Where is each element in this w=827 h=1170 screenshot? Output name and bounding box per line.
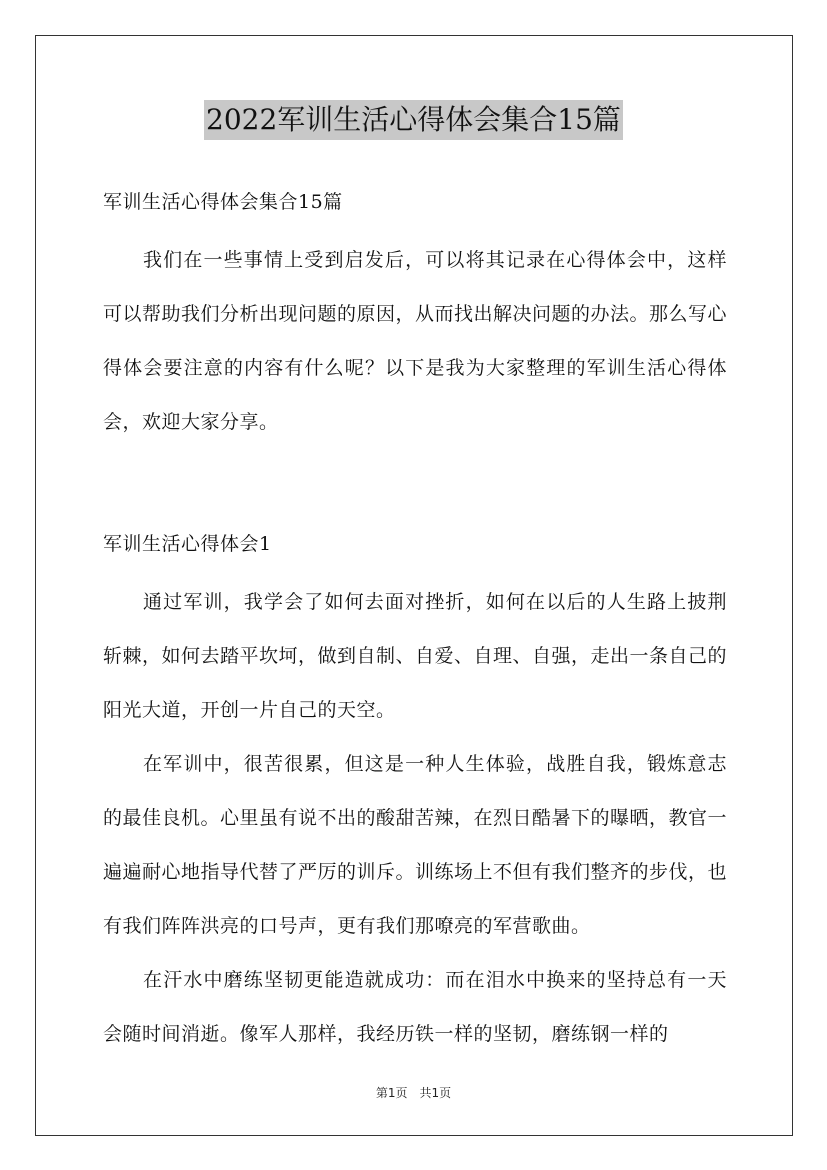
intro-paragraph: 我们在一些事情上受到启发后，可以将其记录在心得体会中，这样可以帮助我们分析出现问题的原因，从而找出解决问题的办法。那么写心得体会要注意的内容有什么呢？以下是我为大家整理的军训生活心得体会，欢迎大家分享。 (103, 249, 728, 433)
section-spacer (103, 449, 727, 517)
page-number-footer: 第1页 共1页 (375, 1086, 452, 1100)
title-container (0, 100, 827, 140)
section-heading: 军训生活心得体会1 (103, 533, 272, 555)
document-title: 2022军训生活心得体会集合15篇 (204, 100, 623, 140)
document-subtitle: 军训生活心得体会集合15篇 (103, 191, 343, 213)
document-body (103, 175, 727, 1061)
body-paragraph-3: 在汗水中磨练坚韧更能造就成功：而在泪水中换来的坚持总有一天会随时间消逝。像军人那样，我经历铁一样的坚韧，磨练钢一样的 (103, 969, 727, 1045)
body-paragraph-2: 在军训中，很苦很累，但这是一种人生体验，战胜自我，锻炼意志的最佳良机。心里虽有说不出的酸甜苦辣，在烈日酷暑下的曝晒，教官一遍遍耐心地指导代替了严厉的训斥。训练场上不但有我们整齐的步伐，也有我们阵阵洪亮的口号声，更有我们那嘹亮的军营歌曲。 (103, 753, 728, 937)
body-paragraph-1: 通过军训，我学会了如何去面对挫折，如何在以后的人生路上披荆斩棘，如何去踏平坎坷，做到自制、自爱、自理、自强，走出一条自己的阳光大道，开创一片自己的天空。 (103, 591, 728, 721)
